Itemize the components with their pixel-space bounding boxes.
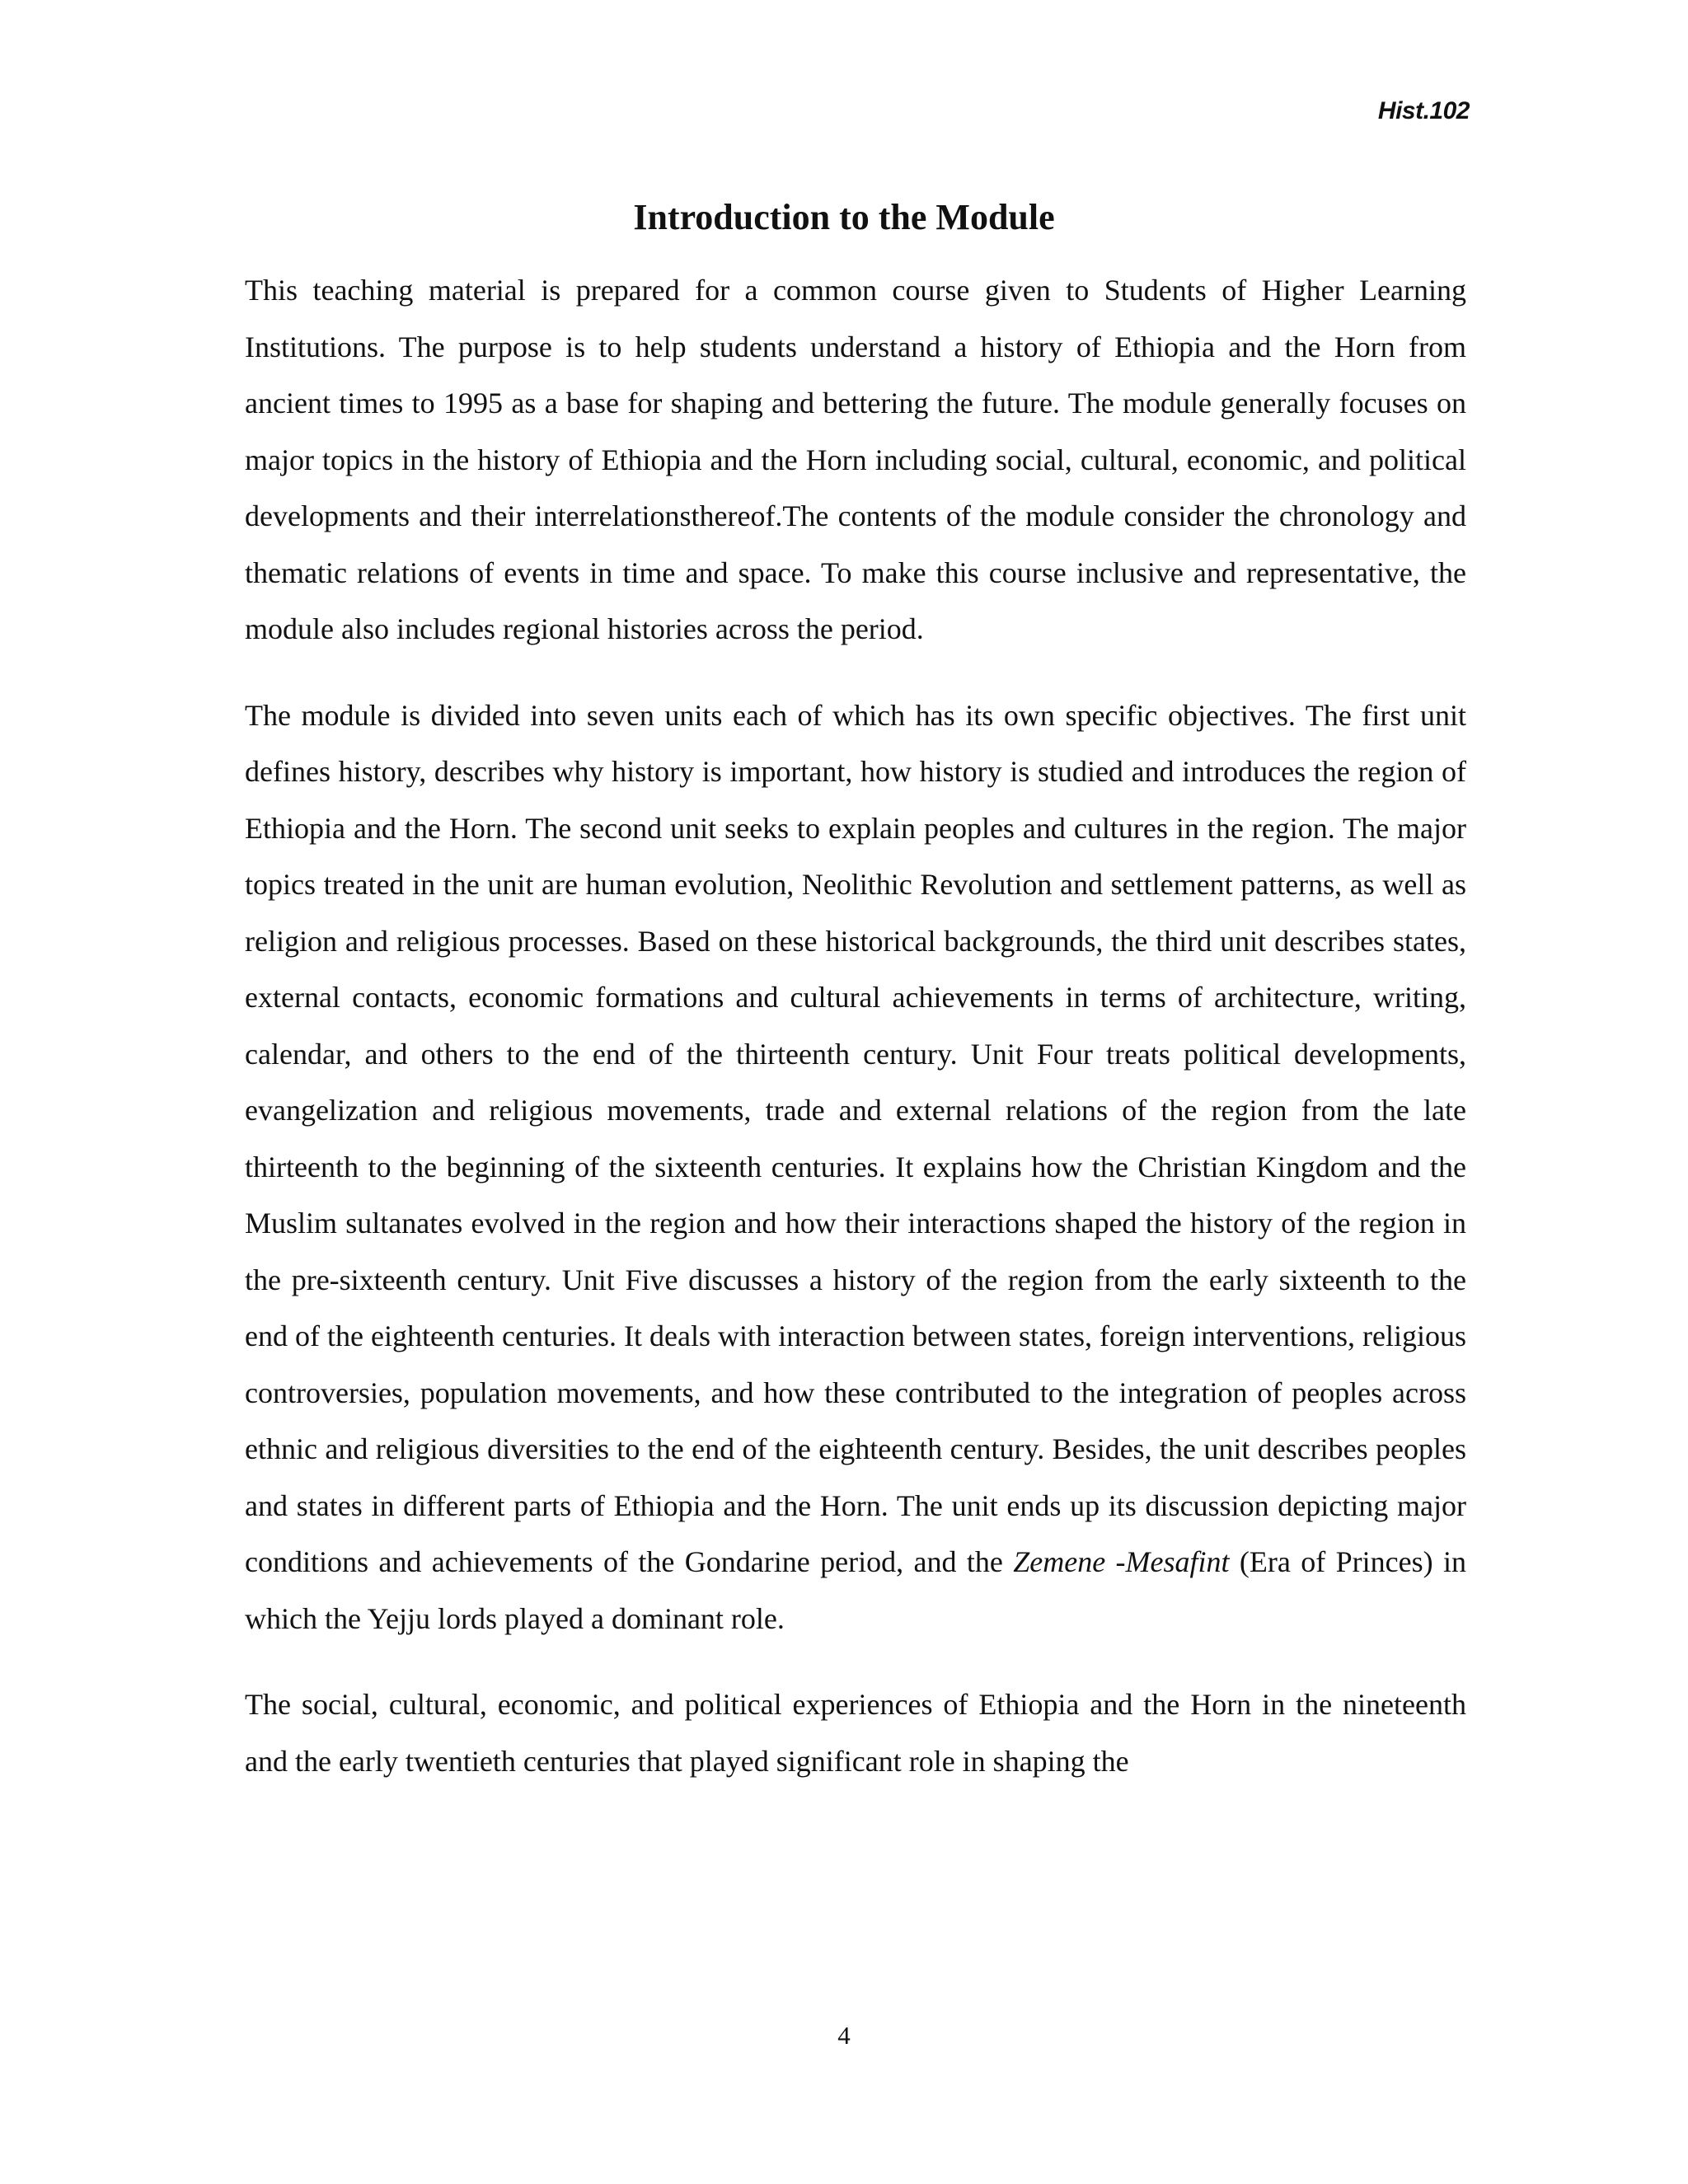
paragraph-units <box>245 687 1466 1647</box>
running-header: Hist.102 <box>1377 97 1470 124</box>
paragraph-continued: The social, cultural, economic, and political experiences of Ethiopia and the Horn in the nineteenth and the early twentieth centuries that played significant role in shaping the <box>245 1688 1466 1778</box>
page-number: 4 <box>837 2021 851 2050</box>
paragraph-units-text-b: (Era of Princes) in which the Yejju lords played a dominant role. <box>245 1545 1466 1635</box>
paragraph-intro: This teaching material is prepared for a common course given to Students of Higher Learning Institutions. The purpose is to help students understand a history of Ethiopia and the Horn from ancient times to 1995 as a base for shaping and bettering the future. The module generally focuses on major topics in the history of Ethiopia and the Horn including social, cultural, economic, and political developments and their interrelationsthereof.The contents of the module consider the chronology and thematic relations of events in time and space. To make this course inclusive and representative, the module also includes regional histories across the period. <box>245 274 1466 645</box>
body-text <box>245 262 1466 1819</box>
paragraph-units-text-a: The module is divided into seven units each of which has its own specific objectives. The first unit defines history, describes why history is important, how history is studied and introduces the region of Ethiopia and the Horn. The second unit seeks to explain peoples and cultures in the region. The major topics treated in the unit are human evolution, Neolithic Revolution and settlement patterns, as well as religion and religious processes. Based on these historical backgrounds, the third unit describes states, external contacts, economic formations and cultural achievements in terms of architecture, writing, calendar, and others to the end of the thirteenth century. Unit Four treats political developments, evangelization and religious movements, trade and external relations of the region from the late thirteenth to the beginning of the sixteenth centuries. It explains how the Christian Kingdom and the Muslim sultanates evolved in the region and how their interactions shaped the history of the region in the pre-sixteenth century. Unit Five discusses a history of the region from the early sixteenth to the end of the eighteenth centuries. It deals with interaction between states, foreign interventions, religious controversies, population movements, and how these contributed to the integration of peoples across ethnic and religious diversities to the end of the eighteenth century. Besides, the unit describes peoples and states in different parts of Ethiopia and the Horn. The unit ends up its discussion depicting major conditions and achievements of the Gondarine period, and the <box>245 698 1466 1578</box>
page-title: Introduction to the Module <box>633 197 1055 237</box>
italic-term: Zemene -Mesafint <box>1013 1545 1230 1578</box>
